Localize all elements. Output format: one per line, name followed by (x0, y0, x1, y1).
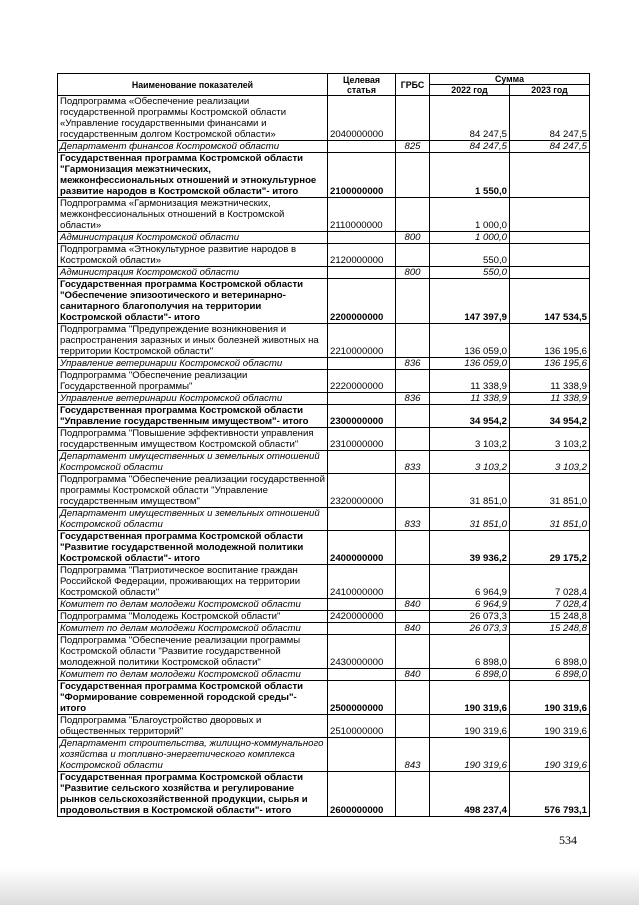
header-name: Наименование показателей (58, 74, 328, 96)
row-name-cell: Подпрограмма "Благоустройство дворовых и общественных территорий" (58, 715, 328, 738)
row-name-cell: Государственная программа Костромской области "Гармонизация межэтнических, межконфессиональных отношений и этнокультурное развитие народов в Костромской области"- итого (58, 153, 328, 198)
row-sum-2023-cell: 29 175,2 (510, 531, 590, 565)
row-code-cell (328, 738, 396, 772)
row-grbs-cell: 825 (396, 141, 430, 153)
row-sum-2022-cell: 11 338,9 (430, 370, 510, 393)
row-name-cell: Подпрограмма «Этнокультурное развитие народов в Костромской области» (58, 244, 328, 267)
table-row (58, 267, 590, 279)
row-code-cell (328, 358, 396, 370)
row-sum-2023-cell: 136 195,6 (510, 324, 590, 358)
row-name-cell: Администрация Костромской области (58, 267, 328, 279)
row-grbs-cell (396, 198, 430, 232)
row-name-cell: Департамент имущественных и земельных отношений Костромской области (58, 451, 328, 474)
row-grbs-cell (396, 153, 430, 198)
row-sum-2022-cell: 39 936,2 (430, 531, 510, 565)
row-name-cell: Комитет по делам молодежи Костромской области (58, 599, 328, 611)
row-sum-2023-cell: 3 103,2 (510, 451, 590, 474)
table-row (58, 715, 590, 738)
row-sum-2022-cell: 31 851,0 (430, 474, 510, 508)
row-code-cell: 2200000000 (328, 279, 396, 324)
row-name-cell: Департамент имущественных и земельных отношений Костромской области (58, 508, 328, 531)
row-sum-2022-cell: 3 103,2 (430, 428, 510, 451)
row-code-cell (328, 623, 396, 635)
row-grbs-cell (396, 611, 430, 623)
row-sum-2023-cell: 11 338,9 (510, 393, 590, 405)
row-code-cell: 2410000000 (328, 565, 396, 599)
row-code-cell (328, 599, 396, 611)
row-sum-2023-cell: 6 898,0 (510, 635, 590, 669)
row-grbs-cell (396, 428, 430, 451)
row-name-cell: Комитет по делам молодежи Костромской области (58, 669, 328, 681)
row-sum-2022-cell: 6 964,9 (430, 599, 510, 611)
row-code-cell: 2600000000 (328, 772, 396, 817)
row-sum-2022-cell: 190 319,6 (430, 681, 510, 715)
budget-table (57, 73, 590, 817)
header-year-2022: 2022 год (430, 85, 510, 96)
table-row (58, 531, 590, 565)
header-grbs: ГРБС (396, 74, 430, 96)
row-code-cell: 2110000000 (328, 198, 396, 232)
table-row (58, 244, 590, 267)
table-row (58, 153, 590, 198)
row-grbs-cell: 840 (396, 599, 430, 611)
table-row (58, 451, 590, 474)
table-row (58, 635, 590, 669)
row-code-cell (328, 141, 396, 153)
row-sum-2022-cell: 34 954,2 (430, 405, 510, 428)
row-sum-2022-cell: 6 898,0 (430, 635, 510, 669)
row-sum-2023-cell: 15 248,8 (510, 611, 590, 623)
row-sum-2023-cell: 84 247,5 (510, 96, 590, 141)
row-grbs-cell (396, 405, 430, 428)
row-sum-2022-cell: 3 103,2 (430, 451, 510, 474)
row-name-cell: Подпрограмма "Обеспечение реализации программы Костромской области "Развитие государственной молодежной политики Костромской области" (58, 635, 328, 669)
row-name-cell: Подпрограмма «Обеспечение реализации государственной программы Костромской области «Управление государственными финансами и государственным долгом Костромской области» (58, 96, 328, 141)
row-sum-2022-cell: 190 319,6 (430, 715, 510, 738)
row-code-cell: 2310000000 (328, 428, 396, 451)
row-code-cell: 2040000000 (328, 96, 396, 141)
row-name-cell: Государственная программа Костромской области "Обеспечение эпизоотического и ветеринарно-санитарного благополучия на территории Костромской области"- итого (58, 279, 328, 324)
table-body (58, 96, 590, 817)
row-grbs-cell: 836 (396, 393, 430, 405)
row-sum-2023-cell: 7 028,4 (510, 599, 590, 611)
row-grbs-cell: 840 (396, 623, 430, 635)
row-sum-2022-cell: 1 550,0 (430, 153, 510, 198)
row-sum-2022-cell: 31 851,0 (430, 508, 510, 531)
table-row (58, 141, 590, 153)
row-sum-2022-cell: 6 964,9 (430, 565, 510, 599)
row-name-cell: Подпрограмма "Патриотическое воспитание граждан Российской Федерации, проживающих на территории Костромской области" (58, 565, 328, 599)
row-sum-2022-cell: 84 247,5 (430, 96, 510, 141)
row-sum-2023-cell: 34 954,2 (510, 405, 590, 428)
row-name-cell: Государственная программа Костромской области "Развитие сельского хозяйства и регулирование рынков сельскохозяйственной продукции, сырья и продовольствия в Костромской области"- итого (58, 772, 328, 817)
row-name-cell: Подпрограмма «Гармонизация межэтнических, межконфессиональных отношений в Костромской области» (58, 198, 328, 232)
row-code-cell (328, 669, 396, 681)
row-sum-2023-cell: 15 248,8 (510, 623, 590, 635)
row-sum-2023-cell: 11 338,9 (510, 370, 590, 393)
table-row (58, 232, 590, 244)
row-grbs-cell (396, 324, 430, 358)
header-sum: Сумма (430, 74, 590, 85)
row-sum-2023-cell: 7 028,4 (510, 565, 590, 599)
row-name-cell: Государственная программа Костромской области "Формирование современной городской среды"- итого (58, 681, 328, 715)
table-row (58, 324, 590, 358)
row-name-cell: Государственная программа Костромской области "Развитие государственной молодежной политики Костромской области"- итого (58, 531, 328, 565)
row-name-cell: Департамент финансов Костромской области (58, 141, 328, 153)
row-grbs-cell (396, 370, 430, 393)
header-code: Целевая статья (328, 74, 396, 96)
row-grbs-cell (396, 565, 430, 599)
row-sum-2023-cell: 3 103,2 (510, 428, 590, 451)
row-grbs-cell: 833 (396, 451, 430, 474)
row-code-cell (328, 232, 396, 244)
row-sum-2022-cell: 498 237,4 (430, 772, 510, 817)
row-sum-2022-cell: 84 247,5 (430, 141, 510, 153)
row-sum-2023-cell (510, 232, 590, 244)
page-number: 534 (559, 833, 577, 847)
row-name-cell: Управление ветеринарии Костромской области (58, 358, 328, 370)
row-grbs-cell (396, 531, 430, 565)
row-name-cell: Подпрограмма "Обеспечение реализации Государственной программы" (58, 370, 328, 393)
table-row (58, 599, 590, 611)
row-name-cell: Департамент строительства, жилищно-коммунального хозяйства и топливно-энергетического комплекса Костромской области (58, 738, 328, 772)
row-code-cell (328, 393, 396, 405)
row-sum-2023-cell: 147 534,5 (510, 279, 590, 324)
table-row (58, 96, 590, 141)
row-name-cell: Управление ветеринарии Костромской области (58, 393, 328, 405)
table-row (58, 772, 590, 817)
row-grbs-cell: 843 (396, 738, 430, 772)
row-sum-2022-cell: 26 073,3 (430, 623, 510, 635)
table-row (58, 669, 590, 681)
row-code-cell (328, 451, 396, 474)
row-grbs-cell (396, 279, 430, 324)
row-grbs-cell (396, 244, 430, 267)
row-code-cell: 2300000000 (328, 405, 396, 428)
row-name-cell: Подпрограмма "Молодежь Костромской области" (58, 611, 328, 623)
row-grbs-cell: 840 (396, 669, 430, 681)
row-sum-2023-cell: 136 195,6 (510, 358, 590, 370)
table-row (58, 370, 590, 393)
row-code-cell (328, 267, 396, 279)
table-row (58, 623, 590, 635)
row-grbs-cell: 836 (396, 358, 430, 370)
row-sum-2023-cell: 84 247,5 (510, 141, 590, 153)
row-sum-2022-cell: 147 397,9 (430, 279, 510, 324)
row-name-cell: Администрация Костромской области (58, 232, 328, 244)
row-sum-2022-cell: 6 898,0 (430, 669, 510, 681)
row-sum-2022-cell: 26 073,3 (430, 611, 510, 623)
row-name-cell: Государственная программа Костромской области "Управление государственным имуществом"- итого (58, 405, 328, 428)
table-row (58, 611, 590, 623)
row-sum-2023-cell: 190 319,6 (510, 738, 590, 772)
row-sum-2023-cell (510, 198, 590, 232)
row-grbs-cell (396, 474, 430, 508)
row-sum-2023-cell (510, 267, 590, 279)
row-code-cell: 2320000000 (328, 474, 396, 508)
row-grbs-cell (396, 681, 430, 715)
row-sum-2022-cell: 136 059,0 (430, 358, 510, 370)
row-sum-2022-cell: 1 000,0 (430, 198, 510, 232)
scan-border (0, 868, 639, 905)
table-row (58, 565, 590, 599)
row-grbs-cell (396, 96, 430, 141)
row-sum-2022-cell: 1 000,0 (430, 232, 510, 244)
row-sum-2023-cell (510, 244, 590, 267)
row-code-cell (328, 508, 396, 531)
row-code-cell: 2500000000 (328, 681, 396, 715)
row-name-cell: Подпрограмма "Обеспечение реализации государственной программы Костромской области "Управление государственным имуществом" (58, 474, 328, 508)
row-code-cell: 2420000000 (328, 611, 396, 623)
table-row (58, 508, 590, 531)
row-grbs-cell: 833 (396, 508, 430, 531)
row-sum-2023-cell: 31 851,0 (510, 508, 590, 531)
row-name-cell: Комитет по делам молодежи Костромской области (58, 623, 328, 635)
row-grbs-cell (396, 715, 430, 738)
row-name-cell: Подпрограмма "Повышение эффективности управления государственным имуществом Костромской области" (58, 428, 328, 451)
row-sum-2023-cell: 31 851,0 (510, 474, 590, 508)
table-row (58, 358, 590, 370)
header-year-2023: 2023 год (510, 85, 590, 96)
row-code-cell: 2100000000 (328, 153, 396, 198)
table-row (58, 738, 590, 772)
table-row (58, 279, 590, 324)
row-sum-2023-cell: 6 898,0 (510, 669, 590, 681)
table-row (58, 428, 590, 451)
row-code-cell: 2120000000 (328, 244, 396, 267)
row-code-cell: 2220000000 (328, 370, 396, 393)
row-sum-2023-cell: 190 319,6 (510, 715, 590, 738)
table-row (58, 393, 590, 405)
table-row (58, 198, 590, 232)
row-sum-2022-cell: 190 319,6 (430, 738, 510, 772)
table-row (58, 474, 590, 508)
table-row (58, 405, 590, 428)
row-sum-2022-cell: 11 338,9 (430, 393, 510, 405)
row-grbs-cell: 800 (396, 232, 430, 244)
row-grbs-cell (396, 635, 430, 669)
row-grbs-cell (396, 772, 430, 817)
table-row (58, 681, 590, 715)
row-code-cell: 2400000000 (328, 531, 396, 565)
row-code-cell: 2210000000 (328, 324, 396, 358)
row-sum-2023-cell: 190 319,6 (510, 681, 590, 715)
row-grbs-cell: 800 (396, 267, 430, 279)
row-sum-2023-cell (510, 153, 590, 198)
row-name-cell: Подпрограмма "Предупреждение возникновения и распространения заразных и иных болезней животных на территории Костромской области" (58, 324, 328, 358)
row-code-cell: 2510000000 (328, 715, 396, 738)
row-sum-2022-cell: 550,0 (430, 244, 510, 267)
row-sum-2022-cell: 550,0 (430, 267, 510, 279)
row-code-cell: 2430000000 (328, 635, 396, 669)
row-sum-2023-cell: 576 793,1 (510, 772, 590, 817)
row-sum-2022-cell: 136 059,0 (430, 324, 510, 358)
